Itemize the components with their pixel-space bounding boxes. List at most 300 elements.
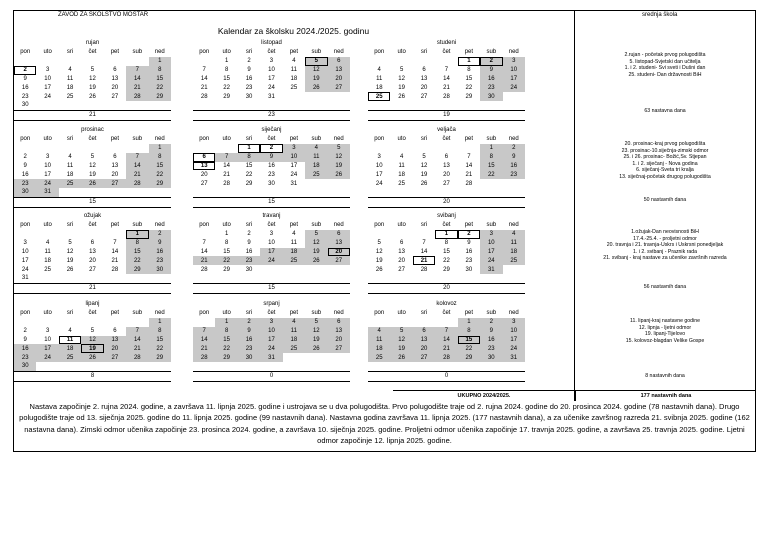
day-cell: 25 (368, 92, 390, 101)
day-cell: 3 (283, 144, 305, 153)
day-cell: 24 (375, 180, 383, 187)
day-cell: 10 (503, 327, 525, 336)
day-cell: 17 (290, 162, 298, 169)
day-label: sri (420, 222, 428, 228)
day-cell: 3 (503, 57, 525, 66)
day-cell: 28 (443, 93, 450, 100)
day-cell: 6 (422, 67, 426, 74)
day-cell: 1 (149, 144, 171, 153)
day-cell: 14 (420, 248, 428, 255)
day-label: pet (110, 222, 120, 228)
day-cell: 15 (458, 336, 480, 345)
day-cell: 18 (66, 171, 74, 178)
day-cell (14, 57, 36, 66)
day-cell (149, 188, 171, 197)
day-cell (104, 362, 126, 371)
month-teaching-days: 23 (193, 110, 350, 121)
day-cell: 20 (111, 84, 119, 91)
day-cell: 15 (465, 75, 473, 82)
month-name: listopad (261, 40, 282, 46)
day-cell: 21 (111, 257, 119, 264)
day-cell: 21 (465, 171, 473, 178)
day-cell: 9 (149, 239, 171, 248)
day-cell: 29 (223, 266, 230, 273)
note-line: 15. kolovoz-blagdan Velike Gospe (625, 337, 705, 344)
day-cell: 4 (368, 327, 390, 336)
day-cell: 29 (443, 266, 450, 273)
day-cell: 21 (126, 170, 148, 179)
day-cell: 25 (305, 170, 327, 179)
day-cell: 7 (435, 327, 457, 336)
day-cell (283, 92, 305, 101)
day-cell: 6 (328, 230, 350, 239)
day-label: sri (420, 136, 428, 142)
day-cell: 11 (290, 240, 298, 247)
day-cell: 11 (44, 248, 51, 255)
page-title: Kalendar za školsku 2024./2025. godinu (217, 26, 370, 36)
day-cell: 11 (305, 153, 327, 162)
day-cell: 12 (398, 75, 405, 82)
day-label: pon (199, 310, 210, 316)
day-cell: 24 (36, 179, 58, 188)
day-cell (390, 318, 412, 327)
day-cell: 11 (59, 336, 81, 345)
day-cell: 18 (398, 171, 405, 178)
month-name: travanj (262, 213, 281, 219)
month-teaching-days: 8 (14, 371, 171, 382)
month-name: kolovoz (436, 301, 457, 307)
day-label: ned (333, 136, 344, 142)
day-cell (328, 265, 350, 274)
day-cell: 10 (268, 67, 275, 74)
day-cell: 14 (223, 162, 230, 169)
day-cell: 22 (149, 170, 171, 179)
day-cell: 20 (443, 171, 450, 178)
day-cell: 5 (68, 240, 72, 247)
day-label: ned (333, 222, 344, 228)
day-cell: 12 (89, 75, 96, 82)
day-cell: 11 (376, 75, 383, 82)
day-label: čet (88, 310, 97, 316)
day-cell: 18 (503, 248, 525, 257)
day-cell (81, 318, 103, 327)
day-cell: 28 (435, 353, 457, 362)
month-teaching-days: 0 (193, 371, 350, 382)
day-cell: 20 (398, 257, 405, 264)
day-cell: 7 (215, 153, 237, 162)
note-line: 19. lipanj-Tijelovo (644, 331, 686, 337)
day-label: čet (88, 222, 97, 228)
day-cell: 12 (66, 248, 74, 255)
day-cell: 17 (21, 257, 29, 264)
day-cell: 3 (269, 58, 274, 65)
day-cell: 27 (328, 256, 350, 265)
day-cell: 16 (465, 248, 473, 255)
day-cell (283, 353, 305, 362)
day-cell: 19 (305, 75, 327, 84)
period-total: 56 nastavnih dana (643, 284, 687, 290)
day-cell: 1 (126, 230, 148, 239)
day-cell: 26 (305, 256, 327, 265)
day-cell: 19 (305, 336, 327, 345)
day-cell: 6 (113, 328, 117, 335)
day-cell: 2 (23, 154, 27, 161)
day-cell: 5 (90, 154, 95, 161)
day-cell (215, 144, 237, 153)
day-cell: 17 (260, 336, 282, 345)
day-cell: 30 (245, 93, 253, 100)
note-line: 25. i 26. prosinac- Božić,Sv. Stjepan (623, 154, 707, 160)
day-cell: 31 (21, 275, 29, 282)
month-teaching-days: 0 (368, 371, 525, 382)
day-label: ned (154, 136, 165, 142)
day-cell: 22 (245, 171, 253, 178)
day-cell: 21 (435, 344, 457, 353)
day-cell: 6 (444, 154, 449, 161)
month-0 (14, 39, 171, 118)
day-cell: 1 (215, 318, 237, 327)
day-cell (126, 362, 148, 371)
month-7 (193, 212, 350, 291)
day-cell: 22 (223, 84, 230, 91)
day-cell: 25 (398, 180, 405, 187)
day-cell: 23 (21, 93, 29, 100)
day-cell: 3 (269, 231, 274, 238)
day-cell: 13 (328, 66, 350, 75)
day-cell: 23 (465, 257, 473, 264)
month-teaching-days: 20 (368, 283, 525, 294)
day-cell: 30 (245, 266, 253, 273)
day-cell: 26 (81, 179, 103, 188)
day-cell: 4 (503, 230, 525, 239)
day-cell: 10 (44, 75, 51, 82)
day-cell: 23 (480, 83, 502, 92)
month-4 (193, 126, 350, 205)
note-line: 1.ožujak-Dan neovisnosti BiH (631, 229, 699, 235)
day-cell: 2 (260, 144, 282, 153)
day-cell: 30 (238, 353, 260, 362)
note-line: 1. i 2. svibanj - Praznik rada (632, 248, 697, 255)
day-cell: 14 (193, 336, 215, 345)
day-cell: 5 (390, 327, 412, 336)
day-label: sri (245, 310, 253, 316)
day-cell: 7 (126, 66, 148, 75)
day-label: ned (508, 136, 519, 142)
day-cell: 8 (224, 67, 229, 74)
day-cell (104, 188, 126, 197)
day-cell: 19 (375, 257, 383, 264)
day-cell: 20 (328, 336, 350, 345)
day-cell: 3 (377, 154, 381, 161)
day-cell: 29 (223, 93, 230, 100)
day-cell: 10 (260, 327, 282, 336)
day-cell: 1 (435, 230, 457, 239)
day-cell: 9 (247, 67, 251, 74)
day-cell: 13 (89, 248, 96, 255)
day-cell (368, 144, 390, 153)
day-label: pon (374, 310, 385, 316)
day-cell (59, 230, 81, 239)
day-cell: 5 (377, 240, 381, 247)
day-cell: 13 (104, 336, 126, 345)
day-cell: 29 (458, 353, 480, 362)
day-cell: 14 (200, 75, 208, 82)
day-cell: 8 (238, 153, 260, 162)
day-label: pon (374, 136, 385, 142)
day-cell: 31 (268, 93, 275, 100)
day-cell: 25 (44, 266, 51, 273)
day-cell: 13 (328, 327, 350, 336)
day-cell: 5 (90, 67, 95, 74)
day-cell: 25 (59, 353, 81, 362)
day-cell: 28 (193, 353, 215, 362)
summary-value: 177 nastavnih dana (575, 391, 756, 401)
note-line: 20. travnja i 21. travnja-Uskrs i Uskrsni ponedjeljak (606, 242, 724, 248)
day-cell (59, 57, 81, 66)
day-cell: 2 (480, 318, 502, 327)
day-cell: 8 (458, 327, 480, 336)
day-cell (435, 57, 457, 66)
day-cell (126, 188, 148, 197)
day-label: uto (43, 310, 52, 316)
school-type: srednja škola (642, 12, 678, 18)
day-label: ned (154, 310, 165, 316)
day-cell: 25 (283, 256, 305, 265)
day-cell (305, 92, 327, 101)
day-label: uto (397, 49, 406, 55)
day-cell: 1 (480, 144, 502, 153)
day-cell: 10 (44, 162, 51, 169)
day-cell: 27 (328, 344, 350, 353)
day-label: čet (442, 222, 451, 228)
day-cell (36, 57, 58, 66)
day-cell (435, 318, 457, 327)
day-cell: 16 (149, 248, 171, 257)
day-cell: 17 (503, 336, 525, 345)
day-cell: 2 (149, 230, 171, 239)
day-cell: 25 (59, 179, 81, 188)
day-cell (480, 179, 502, 188)
day-cell: 12 (305, 239, 327, 248)
day-cell (104, 318, 126, 327)
day-cell (36, 362, 58, 371)
day-cell: 10 (480, 239, 502, 248)
month-10 (193, 300, 350, 379)
day-cell: 8 (467, 67, 471, 74)
day-label: pon (374, 222, 385, 228)
day-label: uto (43, 222, 52, 228)
day-cell: 27 (420, 93, 428, 100)
day-cell: 29 (149, 179, 171, 188)
day-cell: 11 (283, 327, 305, 336)
month-teaching-days: 15 (14, 197, 171, 208)
day-label: pon (20, 49, 31, 55)
day-cell: 12 (89, 162, 96, 169)
day-cell: 26 (390, 353, 412, 362)
day-cell: 9 (260, 153, 282, 162)
day-cell: 26 (89, 93, 96, 100)
day-cell: 16 (245, 75, 253, 82)
day-cell: 17 (503, 75, 525, 84)
day-label: čet (442, 136, 451, 142)
month-name: srpanj (263, 301, 280, 307)
day-cell: 28 (420, 266, 428, 273)
day-cell: 19 (66, 257, 74, 264)
day-cell: 19 (398, 84, 405, 91)
day-cell (305, 179, 327, 188)
day-cell: 22 (215, 256, 237, 265)
day-cell: 12 (328, 153, 350, 162)
day-cell: 1 (458, 318, 480, 327)
day-cell: 4 (68, 328, 72, 335)
day-cell: 30 (14, 188, 36, 197)
day-cell: 14 (465, 162, 473, 169)
day-label: pon (374, 49, 385, 55)
day-cell (126, 318, 148, 327)
day-cell: 29 (126, 265, 148, 274)
day-cell: 19 (89, 171, 96, 178)
day-label: uto (222, 222, 231, 228)
month-9 (14, 300, 171, 379)
day-cell: 4 (292, 231, 296, 238)
day-cell: 7 (422, 240, 426, 247)
day-cell: 6 (413, 327, 435, 336)
day-label: pet (289, 310, 299, 316)
day-cell (328, 353, 350, 362)
day-cell: 7 (126, 153, 148, 162)
day-cell: 18 (283, 336, 305, 345)
day-cell: 16 (503, 162, 525, 171)
day-label: sub (132, 136, 143, 142)
day-cell (413, 144, 435, 153)
day-cell (390, 230, 412, 239)
day-cell: 11 (66, 162, 74, 169)
day-cell: 23 (268, 171, 275, 178)
day-cell: 22 (126, 256, 148, 265)
day-cell: 28 (111, 266, 119, 273)
day-cell: 4 (377, 67, 381, 74)
day-label: sub (311, 222, 322, 228)
day-label: pet (289, 49, 299, 55)
day-cell (193, 318, 215, 327)
month-teaching-days: 15 (193, 283, 350, 294)
note-line: 12. lipnja - ljetni odmor (638, 324, 692, 331)
day-cell: 22 (458, 344, 480, 353)
day-cell (81, 57, 103, 66)
day-label: uto (397, 136, 406, 142)
day-cell: 4 (399, 154, 404, 161)
day-cell: 16 (245, 248, 253, 255)
day-cell: 24 (260, 256, 282, 265)
day-cell: 3 (260, 318, 282, 327)
day-label: pet (289, 222, 299, 228)
day-cell: 12 (305, 327, 327, 336)
day-cell: 4 (45, 240, 50, 247)
day-cell: 8 (126, 239, 148, 248)
day-cell (36, 230, 58, 239)
day-label: pon (20, 222, 31, 228)
day-cell: 1 (238, 144, 260, 153)
day-cell: 5 (305, 57, 327, 66)
day-cell (126, 144, 148, 153)
day-label: čet (267, 136, 276, 142)
day-cell: 31 (480, 265, 502, 274)
day-cell: 10 (283, 153, 305, 162)
day-cell: 2 (480, 57, 502, 66)
month-name: studeni (436, 40, 457, 46)
note-line: 17.4.-25.4. - proljetni odmor (633, 235, 697, 242)
month-6 (14, 212, 171, 291)
day-cell: 22 (215, 344, 237, 353)
note-line: 21. svibanj - kraj nastave za učenike završnih razreda (603, 255, 727, 261)
day-cell (126, 274, 148, 283)
note-line: 2.rujan - početak prvog polugodišta (624, 52, 706, 58)
day-cell: 22 (465, 84, 473, 91)
note-line: 1. i 2. studeni- Svi sveti i Dušni dan (624, 65, 706, 71)
day-cell: 7 (444, 67, 449, 74)
day-label: sub (486, 49, 497, 55)
day-cell: 12 (390, 336, 412, 345)
day-cell: 27 (443, 180, 450, 187)
day-cell: 24 (503, 344, 525, 353)
day-label: sri (245, 49, 253, 55)
day-label: sri (66, 49, 74, 55)
day-cell (104, 101, 126, 110)
day-cell (59, 101, 81, 110)
day-cell: 10 (375, 162, 383, 169)
day-cell: 22 (443, 257, 450, 264)
day-label: čet (88, 49, 97, 55)
day-cell: 22 (149, 83, 171, 92)
day-cell: 11 (368, 336, 390, 345)
day-cell (413, 230, 435, 239)
day-cell: 2 (247, 231, 251, 238)
day-cell: 18 (290, 75, 298, 82)
day-label: sub (311, 49, 322, 55)
day-label: pon (20, 310, 31, 316)
day-cell: 14 (443, 75, 450, 82)
day-cell: 5 (90, 328, 95, 335)
day-label: sub (486, 136, 497, 142)
month-1 (193, 39, 350, 118)
month-teaching-days: 20 (368, 197, 525, 208)
note-line: 25. studeni- Dan državnosti BiH (628, 71, 702, 78)
day-cell: 3 (480, 230, 502, 239)
day-cell: 6 (193, 153, 215, 162)
day-cell: 21 (200, 84, 208, 91)
day-cell: 8 (149, 153, 171, 162)
month-11 (368, 300, 525, 379)
day-cell: 6 (328, 318, 350, 327)
day-cell: 28 (223, 180, 230, 187)
day-cell (368, 318, 390, 327)
day-cell: 21 (413, 256, 435, 265)
notes-block (575, 318, 755, 344)
day-cell: 6 (328, 57, 350, 66)
day-cell: 1 (149, 318, 171, 327)
day-label: uto (43, 49, 52, 55)
day-label: čet (88, 136, 97, 142)
day-cell: 27 (200, 180, 208, 187)
summary-row (393, 390, 755, 401)
day-cell: 25 (290, 84, 298, 91)
day-label: pet (289, 136, 299, 142)
day-cell: 31 (503, 353, 525, 362)
day-cell: 21 (223, 171, 230, 178)
day-label: čet (267, 222, 276, 228)
day-cell: 17 (268, 75, 275, 82)
day-cell: 6 (90, 240, 95, 247)
